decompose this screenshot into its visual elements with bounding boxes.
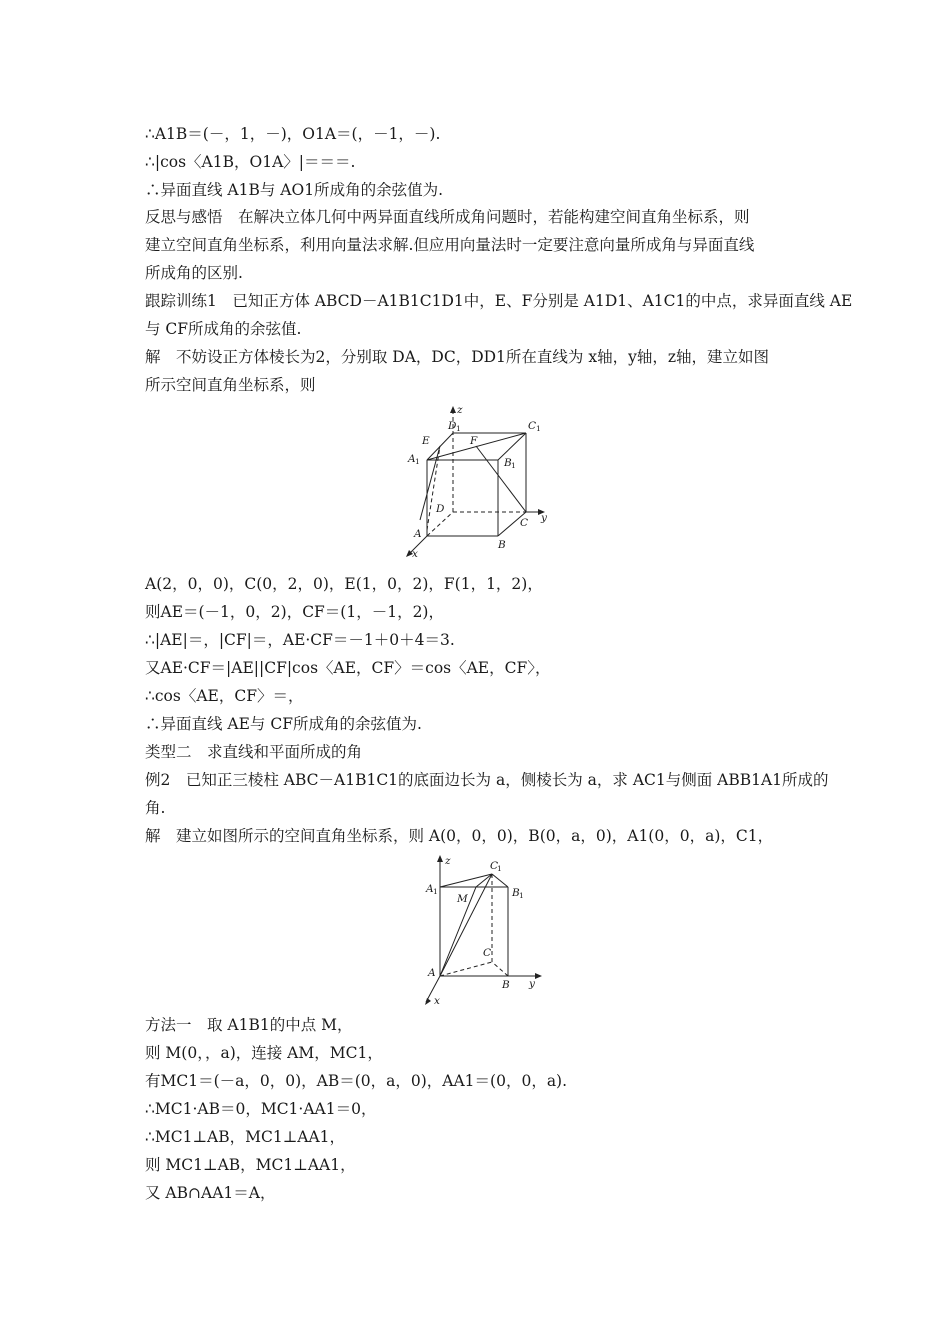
- figure-label: C: [520, 517, 529, 529]
- text-line: 则 MC1⊥AB，MC1⊥AA1，: [145, 1156, 356, 1174]
- text-line: 则AE＝(－1，0，2)，CF＝(1，－1，2)，: [145, 603, 444, 621]
- text-line: 角.: [145, 799, 166, 817]
- figure-label: 1: [536, 424, 541, 433]
- text-line: ∴异面直线 A1B与 AO1所成角的余弦值为.: [145, 181, 443, 199]
- figure-label: z: [445, 855, 451, 867]
- text-line: 有MC1＝(－a，0，0)，AB＝(0，a，0)，AA1＝(0，0，a).: [145, 1072, 568, 1090]
- prism-figure: [420, 852, 550, 1012]
- figure-label: 1: [456, 424, 461, 433]
- figure-label: B: [498, 539, 506, 551]
- text-line: 所成角的区别.: [145, 264, 243, 282]
- text-line: 与 CF所成角的余弦值.: [145, 320, 302, 338]
- figure-label: B: [504, 457, 512, 469]
- figure-label: B: [512, 887, 520, 899]
- text-line: ∴|AE|＝，|CF|＝，AE·CF＝－1＋0＋4＝3.: [145, 631, 455, 649]
- figure-label: C: [528, 420, 537, 432]
- figure-label: 1: [415, 457, 420, 466]
- text-line: 建立空间直角坐标系，利用向量法求解.但应用向量法时一定要注意向量所成角与异面直线: [145, 236, 755, 254]
- text-line: ∴异面直线 AE与 CF所成角的余弦值为.: [145, 715, 422, 733]
- figure-label: x: [412, 548, 418, 560]
- figure-label: 1: [511, 461, 516, 470]
- text-line: ∴MC1⊥AB，MC1⊥AA1，: [145, 1128, 346, 1146]
- figure-label: B: [502, 979, 510, 991]
- figure-label: F: [470, 435, 478, 447]
- text-line: 解 不妨设正方体棱长为2，分别取 DA，DC，DD1所在直线为 x轴，y轴，z轴，建立如图: [145, 348, 770, 366]
- figure-label: 1: [519, 891, 524, 900]
- figure-label: A: [426, 883, 434, 895]
- text-line: ∴|cos〈A1B，O1A〉|＝＝＝.: [145, 153, 356, 171]
- text-line: ∴A1B＝(－，1，－)，O1A＝(，－1，－).: [145, 125, 441, 143]
- text-line: 反思与感悟 在解决立体几何中两异面直线所成角问题时，若能构建空间直角坐标系，则: [145, 208, 750, 226]
- cube-figure: [400, 400, 560, 560]
- figure-label: C: [483, 947, 492, 959]
- figure-label: M: [457, 893, 468, 905]
- figure-label: y: [529, 978, 535, 990]
- figure-label: E: [422, 435, 430, 447]
- figure-label: x: [434, 995, 440, 1007]
- figure-label: 1: [497, 864, 502, 873]
- figure-label: D: [436, 503, 445, 515]
- figure-label: z: [457, 404, 463, 416]
- section-heading: 类型二 求直线和平面所成的角: [145, 743, 363, 761]
- figure-label: 1: [433, 887, 438, 896]
- text-line: 方法一 取 A1B1的中点 M，: [145, 1016, 353, 1034]
- text-line: A(2，0，0)，C(0，2，0)，E(1，0，2)，F(1，1，2)，: [145, 575, 543, 593]
- figure-label: C: [490, 860, 499, 872]
- text-line: 又 AB∩AA1＝A，: [145, 1184, 276, 1202]
- text-line: 则 M(0，，a)，连接 AM，MC1，: [145, 1044, 383, 1062]
- figure-label: A: [428, 967, 436, 979]
- text-line: 跟踪训练1 已知正方体 ABCD－A1B1C1D1中，E、F分别是 A1D1、A1C1的中点，求异面直线 AE: [145, 292, 853, 310]
- figure-label: A: [408, 453, 416, 465]
- text-line: 例2 已知正三棱柱 ABC－A1B1C1的底面边长为 a，侧棱长为 a，求 AC1与侧面 ABB1A1所成的: [145, 771, 829, 789]
- text-line: ∴MC1·AB＝0，MC1·AA1＝0，: [145, 1100, 377, 1118]
- figure-label: D: [448, 420, 457, 432]
- text-line: 又AE·CF＝|AE||CF|cos〈AE，CF〉＝cos〈AE，CF〉，: [145, 659, 551, 677]
- text-line: 所示空间直角坐标系，则: [145, 376, 316, 394]
- figure-label: A: [414, 528, 422, 540]
- figure-label: y: [541, 512, 547, 524]
- text-line: ∴cos〈AE，CF〉＝，: [145, 687, 304, 705]
- text-line: 解 建立如图所示的空间直角坐标系，则 A(0，0，0)，B(0，a，0)，A1(0，0，a)，C1，: [145, 827, 774, 845]
